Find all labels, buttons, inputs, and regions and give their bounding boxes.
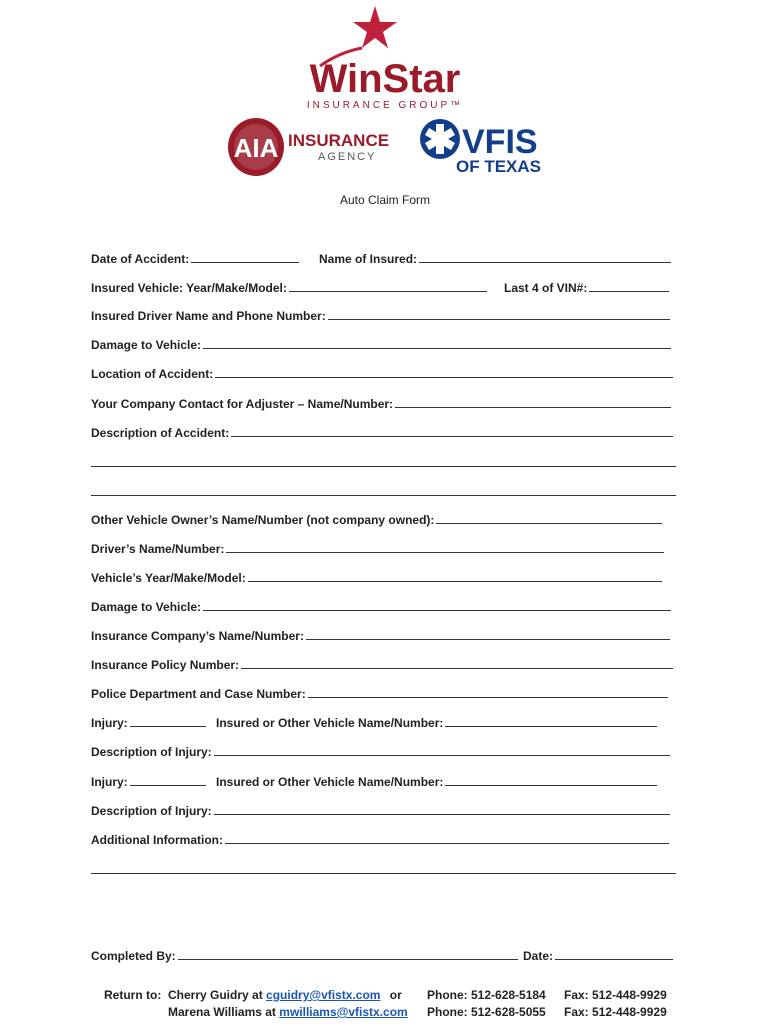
insured-driver-label: Insured Driver Name and Phone Number: — [91, 309, 326, 323]
description-accident-line-3[interactable] — [91, 495, 676, 496]
damage-to-vehicle-field[interactable] — [91, 337, 671, 352]
description-accident-line-2[interactable] — [91, 466, 676, 467]
injury-1-ref-label: Insured or Other Vehicle Name/Number: — [216, 716, 444, 730]
completion-date-field[interactable] — [523, 948, 673, 963]
location-line[interactable] — [215, 366, 673, 378]
contact-2-name: Marena Williams at — [168, 1005, 276, 1019]
injury-2-label: Injury: — [91, 775, 128, 789]
description-injury-1-line[interactable] — [214, 744, 670, 756]
aia-logo — [226, 115, 406, 185]
injury-1-line[interactable] — [130, 715, 206, 727]
other-owner-label: Other Vehicle Owner’s Name/Number (not company owned): — [91, 513, 435, 527]
description-injury-2-field[interactable] — [91, 803, 670, 818]
damage-to-vehicle-2-line[interactable] — [203, 599, 671, 611]
vehicles-ymm-line[interactable] — [248, 570, 662, 582]
company-contact-label: Your Company Contact for Adjuster – Name/Number: — [91, 397, 394, 411]
insured-vehicle-label: Insured Vehicle: Year/Make/Model: — [91, 281, 287, 295]
vehicles-ymm-field[interactable] — [91, 570, 662, 585]
contact-2-fax: Fax: 512-448-9929 — [564, 1005, 667, 1019]
location-field[interactable] — [91, 366, 673, 381]
contact-1-name: Cherry Guidry at — [168, 988, 263, 1002]
additional-info-line-2[interactable] — [91, 873, 676, 874]
completion-date-label: Date: — [523, 949, 554, 963]
insured-driver-field[interactable] — [91, 308, 670, 323]
police-dept-field[interactable] — [91, 686, 668, 701]
contact-2 — [168, 1005, 408, 1019]
completed-by-label: Completed By: — [91, 949, 176, 963]
insurance-company-field[interactable] — [91, 628, 670, 643]
company-contact-field[interactable] — [91, 396, 671, 411]
drivers-name-label: Driver’s Name/Number: — [91, 542, 225, 556]
other-owner-field[interactable] — [91, 512, 662, 527]
damage-to-vehicle-label: Damage to Vehicle: — [91, 338, 202, 352]
or-text: or — [389, 988, 402, 1002]
injury-1-ref-field[interactable] — [216, 715, 657, 730]
vehicles-ymm-label: Vehicle’s Year/Make/Model: — [91, 571, 246, 585]
injury-2-ref-field[interactable] — [216, 774, 657, 789]
aia-wordmark: INSURANCE — [288, 131, 390, 150]
date-of-accident-label: Date of Accident: — [91, 252, 190, 266]
insured-driver-line[interactable] — [328, 308, 670, 320]
contact-2-phone: Phone: 512-628-5055 — [427, 1005, 546, 1019]
contact-1 — [168, 988, 402, 1002]
damage-to-vehicle-line[interactable] — [203, 337, 671, 349]
date-of-accident-field[interactable] — [91, 251, 299, 266]
vfis-subtitle: OF TEXAS — [456, 157, 542, 176]
additional-info-field[interactable] — [91, 832, 669, 847]
winstar-wordmark: WinStar — [309, 57, 461, 101]
policy-number-label: Insurance Policy Number: — [91, 658, 240, 672]
last4-vin-line[interactable] — [589, 280, 669, 292]
policy-number-field[interactable] — [91, 657, 673, 672]
injury-2-ref-label: Insured or Other Vehicle Name/Number: — [216, 775, 444, 789]
description-accident-line[interactable] — [231, 425, 673, 437]
name-of-insured-field[interactable] — [319, 251, 671, 266]
additional-info-label: Additional Information: — [91, 833, 223, 847]
company-contact-line[interactable] — [395, 396, 671, 408]
insurance-company-label: Insurance Company’s Name/Number: — [91, 629, 304, 643]
contact-2-email-link[interactable]: mwilliams@vfistx.com — [279, 1005, 408, 1019]
injury-1-field[interactable] — [91, 715, 206, 730]
contact-1-phone: Phone: 512-628-5184 — [427, 988, 546, 1002]
vfis-logo — [416, 117, 556, 179]
police-dept-label: Police Department and Case Number: — [91, 687, 306, 701]
winstar-logo — [300, 2, 470, 112]
description-injury-2-label: Description of Injury: — [91, 804, 212, 818]
description-injury-1-label: Description of Injury: — [91, 745, 212, 759]
star-of-life-icon — [420, 119, 460, 159]
aia-subtitle: AGENCY — [318, 151, 377, 163]
last4-vin-field[interactable] — [504, 280, 669, 295]
drivers-name-line[interactable] — [226, 541, 664, 553]
logo-header — [0, 0, 770, 185]
additional-info-line[interactable] — [225, 832, 669, 844]
damage-to-vehicle-2-field[interactable] — [91, 599, 671, 614]
injury-2-line[interactable] — [130, 774, 206, 786]
return-to-label: Return to: — [104, 988, 162, 1002]
description-injury-1-field[interactable] — [91, 744, 670, 759]
policy-number-line[interactable] — [241, 657, 673, 669]
form-title: Auto Claim Form — [339, 193, 431, 207]
injury-2-ref-line[interactable] — [445, 774, 657, 786]
contact-1-email-link[interactable]: cguidry@vfistx.com — [266, 988, 381, 1002]
date-of-accident-line[interactable] — [191, 251, 299, 263]
contact-1-fax: Fax: 512-448-9929 — [564, 988, 667, 1002]
star-icon — [353, 6, 397, 48]
insured-vehicle-field[interactable] — [91, 280, 487, 295]
name-of-insured-label: Name of Insured: — [319, 252, 418, 266]
insured-vehicle-line[interactable] — [289, 280, 487, 292]
police-dept-line[interactable] — [308, 686, 668, 698]
completion-date-line[interactable] — [555, 948, 673, 960]
description-accident-label: Description of Accident: — [91, 426, 230, 440]
injury-1-ref-line[interactable] — [445, 715, 657, 727]
description-injury-2-line[interactable] — [214, 803, 670, 815]
winstar-subtitle: INSURANCE GROUP™ — [306, 100, 464, 111]
insurance-company-line[interactable] — [306, 628, 670, 640]
other-owner-line[interactable] — [436, 512, 662, 524]
name-of-insured-line[interactable] — [419, 251, 671, 263]
drivers-name-field[interactable] — [91, 541, 664, 556]
description-accident-field[interactable] — [91, 425, 673, 440]
location-label: Location of Accident: — [91, 367, 214, 381]
aia-mark: AIA — [233, 133, 279, 163]
last4-vin-label: Last 4 of VIN#: — [504, 281, 588, 295]
injury-2-field[interactable] — [91, 774, 206, 789]
vfis-wordmark: VFIS — [462, 123, 538, 161]
completed-by-line[interactable] — [178, 948, 518, 960]
injury-1-label: Injury: — [91, 716, 128, 730]
damage-to-vehicle-2-label: Damage to Vehicle: — [91, 600, 202, 614]
completed-by-field[interactable] — [91, 948, 518, 963]
